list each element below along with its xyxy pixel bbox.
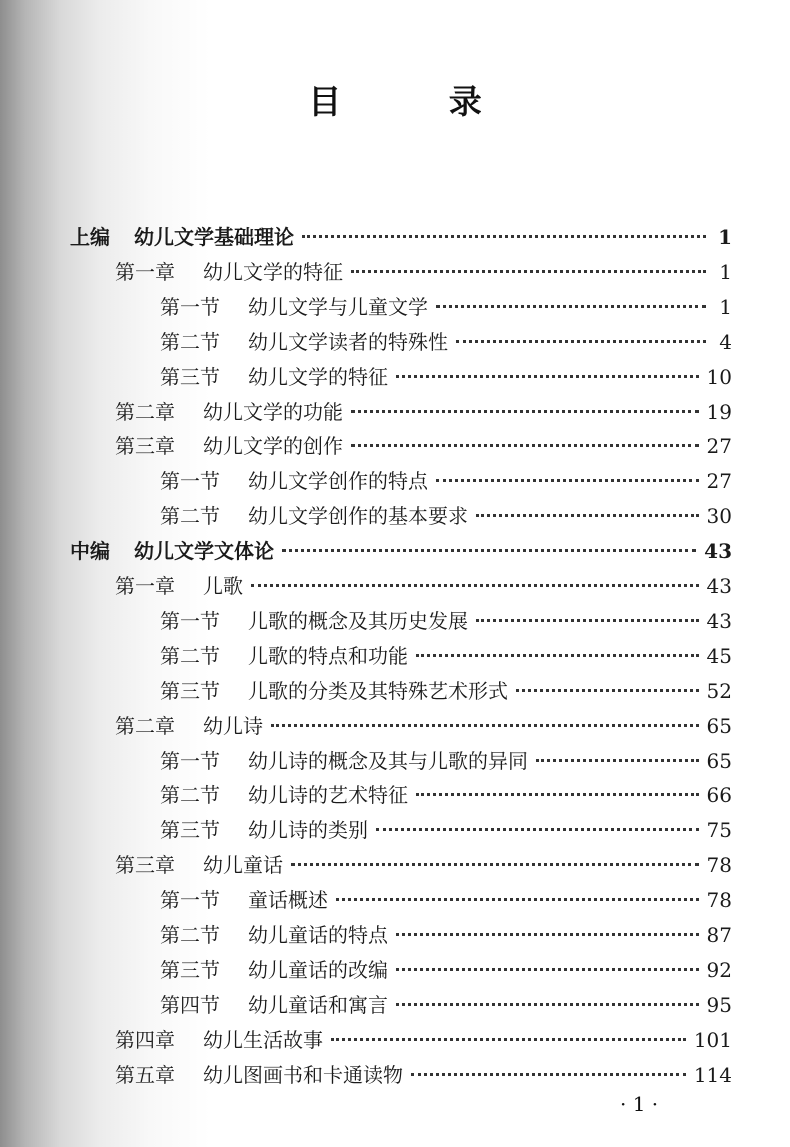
toc-entry-number: 第一节 — [160, 748, 220, 773]
toc-entry-title: 童话概述 — [248, 888, 328, 913]
toc-entry-page: 43 — [704, 539, 732, 564]
leader-dots — [436, 479, 699, 482]
toc-entry-page: 1 — [718, 225, 732, 249]
toc-entry-number: 第三节 — [160, 818, 220, 843]
leader-dots — [436, 305, 706, 308]
leader-dots — [416, 654, 699, 657]
leader-dots — [536, 759, 699, 762]
toc-entry-title: 幼儿童话和寓言 — [248, 992, 388, 1017]
toc-entry-number: 中编 — [70, 539, 110, 564]
toc-entry — [160, 361, 732, 393]
leader-dots — [416, 793, 699, 796]
toc-entry-number: 第二章 — [115, 399, 175, 424]
toc-entry-page: 92 — [706, 957, 732, 982]
toc-entry — [160, 675, 732, 707]
toc-entry — [70, 535, 732, 567]
toc-entry-number: 第二章 — [115, 713, 175, 738]
leader-dots — [351, 410, 699, 413]
toc-entry-number: 第一节 — [160, 294, 220, 319]
toc-entry-number: 第五章 — [115, 1062, 175, 1087]
toc-entry-page: 78 — [706, 888, 732, 913]
toc-entry-page: 1 — [719, 294, 732, 319]
toc-entry-title: 幼儿诗的艺术特征 — [248, 783, 408, 808]
toc-entry — [160, 954, 732, 986]
leader-dots — [516, 689, 699, 692]
leader-dots — [476, 619, 699, 622]
toc-entry-page: 114 — [693, 1062, 732, 1087]
leader-dots — [351, 444, 699, 447]
toc-entry-page: 30 — [706, 504, 732, 529]
leader-dots — [476, 514, 699, 517]
leader-dots — [331, 1038, 686, 1041]
toc-entry-title: 幼儿生活故事 — [203, 1027, 323, 1052]
toc-entry-page: 66 — [706, 783, 732, 808]
toc-entry-title: 幼儿文学的创作 — [203, 434, 343, 459]
toc-entry-title: 幼儿文学创作的基本要求 — [248, 504, 468, 529]
toc-entry-number: 第一节 — [160, 888, 220, 913]
toc-entry-number: 第三节 — [160, 957, 220, 982]
leader-dots — [456, 340, 706, 343]
toc-entry-title: 幼儿诗 — [203, 713, 263, 738]
toc-entry-number: 第一节 — [160, 469, 220, 494]
page-number-footer: · 1 · — [620, 1092, 659, 1116]
toc-entry-title: 幼儿文学与儿童文学 — [248, 294, 428, 319]
toc-entry-page: 43 — [706, 574, 732, 598]
toc-entry-page: 27 — [706, 469, 732, 494]
toc-entry-number: 第三节 — [160, 678, 220, 703]
toc-entry-number: 第四节 — [160, 992, 220, 1017]
toc-entry-number: 上编 — [70, 225, 110, 249]
toc-entry-title: 幼儿文学文体论 — [134, 539, 274, 564]
toc-entry-page: 1 — [719, 259, 732, 284]
toc-entry-page: 87 — [706, 923, 732, 947]
leader-dots — [336, 898, 699, 901]
leader-dots — [396, 375, 699, 378]
toc-entry-number: 第二节 — [160, 643, 220, 668]
leader-dots — [302, 235, 706, 238]
leader-dots — [396, 933, 699, 936]
toc-entry — [70, 221, 732, 253]
toc-entry — [160, 989, 732, 1021]
toc-entry-title: 幼儿诗的概念及其与儿歌的异同 — [248, 748, 528, 773]
toc-entry — [115, 256, 732, 288]
leader-dots — [282, 549, 696, 552]
toc-entry-number: 第一章 — [115, 574, 175, 598]
toc-entry-page: 65 — [706, 748, 732, 773]
toc-entry-title: 儿歌的概念及其历史发展 — [248, 608, 468, 633]
toc-entry — [115, 1059, 732, 1091]
leader-dots — [271, 724, 699, 727]
toc-entry-page: 43 — [706, 608, 732, 633]
toc-entry — [115, 710, 732, 742]
toc-entry-page: 78 — [706, 853, 732, 878]
toc-entry-number: 第三节 — [160, 364, 220, 389]
toc-entry — [160, 884, 732, 916]
toc-entry-page: 52 — [706, 678, 732, 703]
leader-dots — [291, 863, 699, 866]
toc-entry — [115, 430, 732, 462]
toc-entry — [115, 1024, 732, 1056]
toc-entry — [160, 326, 732, 358]
toc-entry — [115, 396, 732, 428]
toc-entry-title: 幼儿文学创作的特点 — [248, 469, 428, 494]
toc-entry-title: 幼儿诗的类别 — [248, 818, 368, 843]
page-title: 目 录 — [308, 82, 530, 121]
toc-entry-page: 19 — [706, 399, 732, 424]
toc-entry-title: 儿歌的分类及其特殊艺术形式 — [248, 678, 508, 703]
leader-dots — [376, 828, 699, 831]
toc-entry — [160, 919, 732, 951]
toc-entry-title: 幼儿文学的特征 — [248, 364, 388, 389]
toc-entry-number: 第一章 — [115, 259, 175, 284]
toc-entry-page: 75 — [706, 818, 732, 843]
toc-entry — [160, 500, 732, 532]
toc-entry — [115, 570, 732, 602]
toc-entry — [160, 779, 732, 811]
toc-entry-title: 幼儿图画书和卡通读物 — [203, 1062, 403, 1087]
toc-entry — [160, 291, 732, 323]
toc-entry-page: 10 — [706, 364, 732, 389]
toc-entry-number: 第三章 — [115, 853, 175, 878]
leader-dots — [411, 1073, 686, 1076]
toc-entry-number: 第二节 — [160, 923, 220, 947]
toc-entry-page: 27 — [706, 434, 732, 459]
toc-entry-title: 幼儿文学的特征 — [203, 259, 343, 284]
toc-entry-page: 45 — [706, 643, 732, 668]
toc-entry-number: 第三章 — [115, 434, 175, 459]
toc-entry-page: 4 — [719, 329, 732, 354]
toc-entry — [160, 605, 732, 637]
toc-entry-title: 幼儿童话的特点 — [248, 923, 388, 947]
toc-entry — [160, 640, 732, 672]
toc-entry-number: 第二节 — [160, 329, 220, 354]
toc-entry-title: 幼儿文学基础理论 — [134, 225, 294, 249]
toc-entry-title: 幼儿文学读者的特殊性 — [248, 329, 448, 354]
leader-dots — [396, 1003, 699, 1006]
leader-dots — [251, 584, 699, 587]
toc-entry — [160, 745, 732, 777]
toc-entry-title: 幼儿文学的功能 — [203, 399, 343, 424]
toc-entry-number: 第一节 — [160, 608, 220, 633]
toc-entry-title: 幼儿童话的改编 — [248, 957, 388, 982]
toc-entry-page: 65 — [706, 713, 732, 738]
leader-dots — [396, 968, 699, 971]
toc-entry — [160, 465, 732, 497]
toc-entry-title: 幼儿童话 — [203, 853, 283, 878]
leader-dots — [351, 270, 706, 273]
toc-entry — [115, 849, 732, 881]
toc-entry-title: 儿歌的特点和功能 — [248, 643, 408, 668]
toc-entry-number: 第二节 — [160, 504, 220, 529]
toc-entry-number: 第四章 — [115, 1027, 175, 1052]
toc-entry-title: 儿歌 — [203, 574, 243, 598]
toc-entry-number: 第二节 — [160, 783, 220, 808]
toc-entry — [160, 814, 732, 846]
toc-entry-page: 95 — [706, 992, 732, 1017]
toc-entry-page: 101 — [693, 1027, 732, 1052]
